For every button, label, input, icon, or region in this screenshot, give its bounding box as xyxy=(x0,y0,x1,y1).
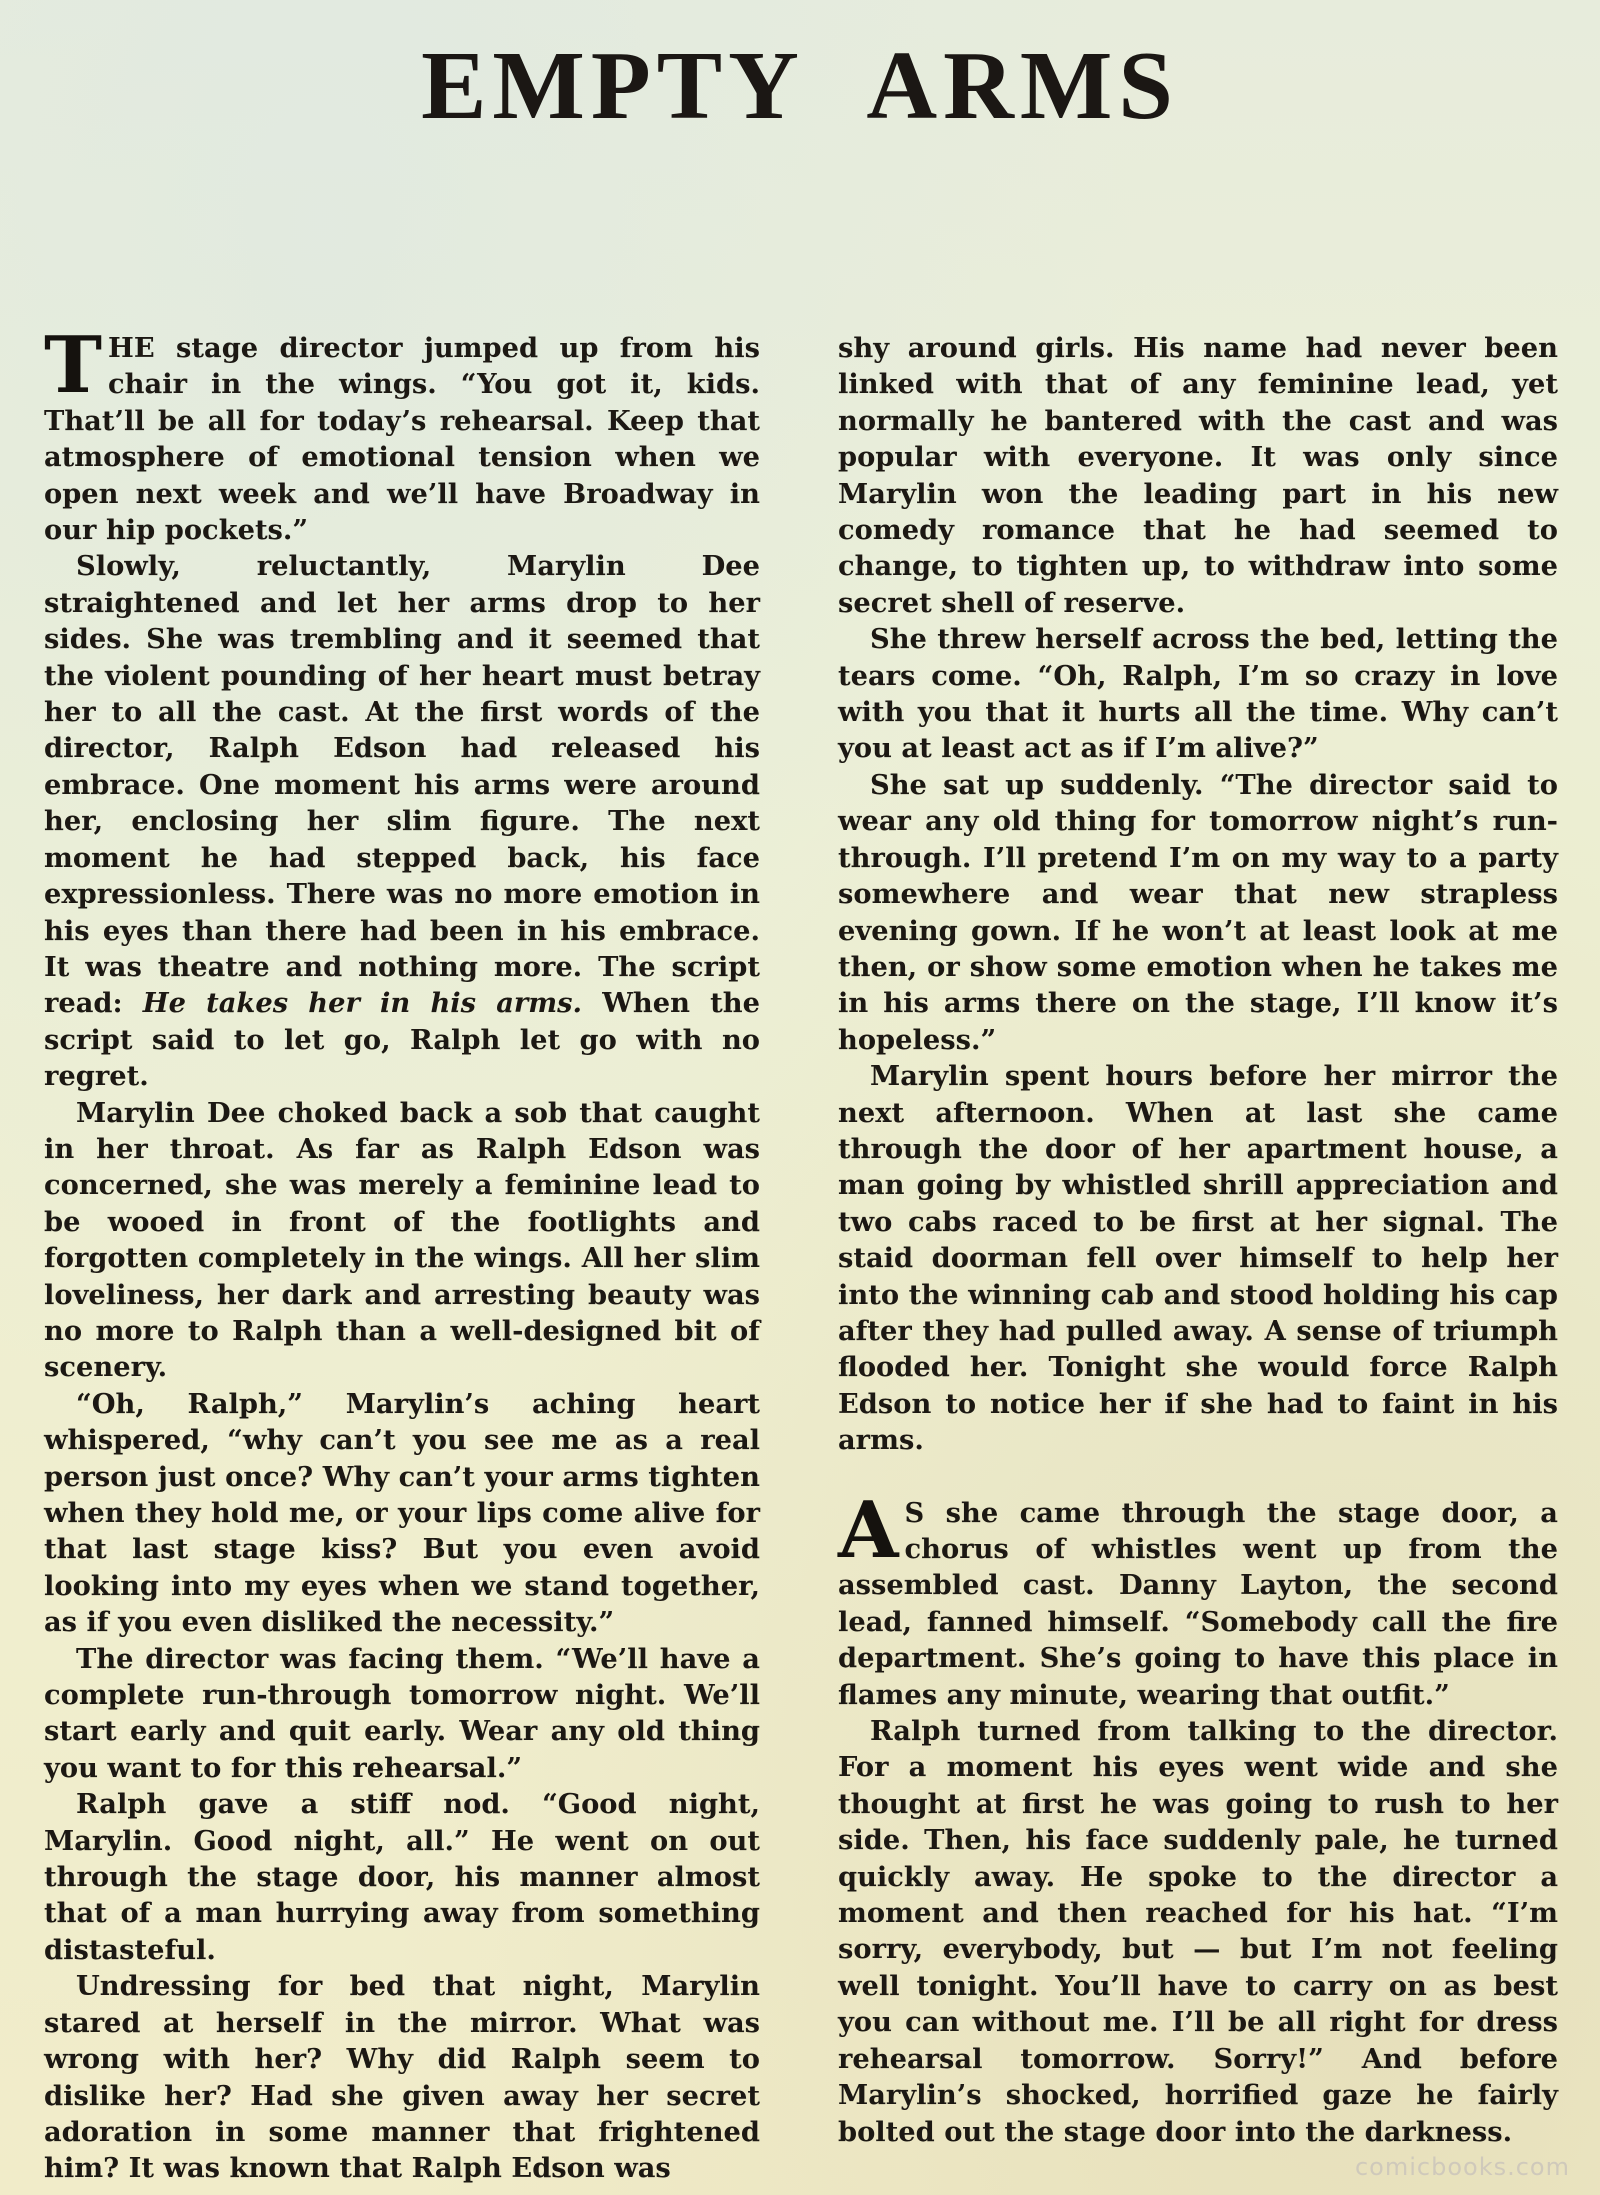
paragraph: Marylin spent hours before her mirror the next afternoon. When at last she came through the door of her apartment house, a man going by whistled shrill appreciation and two cabs raced to be first at her signal. The staid doorman fell over himself to help her into the winning cab and stood holding his cap after they had pulled away. A sense of triumph flooded her. Tonight she would force Ralph Edson to notice her if she had to faint in his arms. xyxy=(838,1060,1558,1457)
drop-cap: A xyxy=(838,1484,899,1576)
paragraph-text: Slowly, reluctantly, Marylin Dee straightened and let her arms drop to her sides. She was trembling and it seemed that the violent pounding of her heart must betray her to all the cast. At the first words of the director, Ralph Edson had released his embrace. One moment his arms were around her, enclosing her slim figure. The next moment he had stepped back, his face expressionless. There was no more emotion in his eyes than there had been in his embrace. It was theatre and nothing more. The script read: xyxy=(44,550,760,1020)
paragraph-text: When the script said to let go, Ralph let go with no regret. xyxy=(44,987,760,1093)
paragraph: Ralph turned from talking to the director. For a moment his eyes went wide and she thought at first he was going to rush to her side. Then, his face suddenly pale, he turned quickly away. He spoke to the director a moment and then reached for his hat. “I’m sorry, everybody, but — but I’m not feeling well tonight. You’ll have to carry on as best you can without me. I’ll be all right for dress rehearsal tomorrow. Sorry!” And before Marylin’s shocked, horrified gaze he fairly bolted out the stage door into the darkness. xyxy=(838,1715,1558,2148)
paragraph xyxy=(838,1484,1558,1713)
paragraph: Ralph gave a stiff nod. “Good night, Marylin. Good night, all.” He went on out through the stage door, his manner almost that of a man hurrying away from something distasteful. xyxy=(44,1788,760,1966)
paragraph: The director was facing them. “We’ll have a complete run-through tomorrow night. We’ll start early and quit early. Wear any old thing you want to for this rehearsal.” xyxy=(44,1642,760,1784)
paragraph: Undressing for bed that night, Marylin stared at herself in the mirror. What was wrong with her? Why did Ralph seem to dislike her? Had she given away her secret adoration in some manner that frightened him? It was known that Ralph Edson was xyxy=(44,1970,760,2185)
drop-cap: T xyxy=(44,320,103,411)
left-column xyxy=(44,320,760,2187)
watermark: comicbooks.com xyxy=(1354,2153,1570,2181)
paragraph-text: S she came through the stage door, a chorus of whistles went up from the assembled cast. Danny Layton, the second lead, fanned himself. “Somebody call the fire department. She’s going to have this place in flames any minute, wearing that outfit.” xyxy=(838,1496,1558,1711)
right-column xyxy=(838,330,1558,2150)
paragraph xyxy=(44,320,760,548)
paragraph-text: HE stage director jumped up from his chair in the wings. “You got it, kids. That’ll be all for today’s rehearsal. Keep that atmosphere of emotional tension when we open next week and we’ll have Broadway in our hip pockets.” xyxy=(44,332,760,547)
script-quote: He takes her in his arms. xyxy=(142,987,583,1020)
paragraph xyxy=(44,548,760,1094)
paragraph: shy around girls. His name had never been linked with that of any feminine lead, yet normally he bantered with the cast and was popular with everyone. It was only since Marylin won the leading part in his new comedy romance that he had seemed to change, to tighten up, to withdraw into some secret shell of reserve. xyxy=(838,332,1558,619)
paragraph: Marylin Dee choked back a sob that caught in her throat. As far as Ralph Edson was concerned, she was merely a feminine lead to be wooed in front of the footlights and forgotten completely in the wings. All her slim loveliness, her dark and arresting beauty was no more to Ralph than a well-designed bit of scenery. xyxy=(44,1096,760,1384)
paragraph: She sat up suddenly. “The director said to wear any old thing for tomorrow night’s run-through. I’ll pretend I’m on my way to a party somewhere and wear that new strapless evening gown. If he won’t at least look at me then, or show some emotion when he takes me in his arms there on the stage, I’ll know it’s hopeless.” xyxy=(838,768,1558,1056)
paragraph: She threw herself across the bed, letting the tears come. “Oh, Ralph, I’m so crazy in love with you that it hurts all the time. Why can’t you at least act as if I’m alive?” xyxy=(838,623,1558,765)
paragraph: “Oh, Ralph,” Marylin’s aching heart whispered, “why can’t you see me as a real person just once? Why can’t your arms tighten when they hold me, or your lips come alive for that last stage kiss? But you even avoid looking into my eyes when we stand together, as if you even disliked the necessity.” xyxy=(44,1387,760,1639)
story-title: EMPTY ARMS xyxy=(421,32,1179,140)
